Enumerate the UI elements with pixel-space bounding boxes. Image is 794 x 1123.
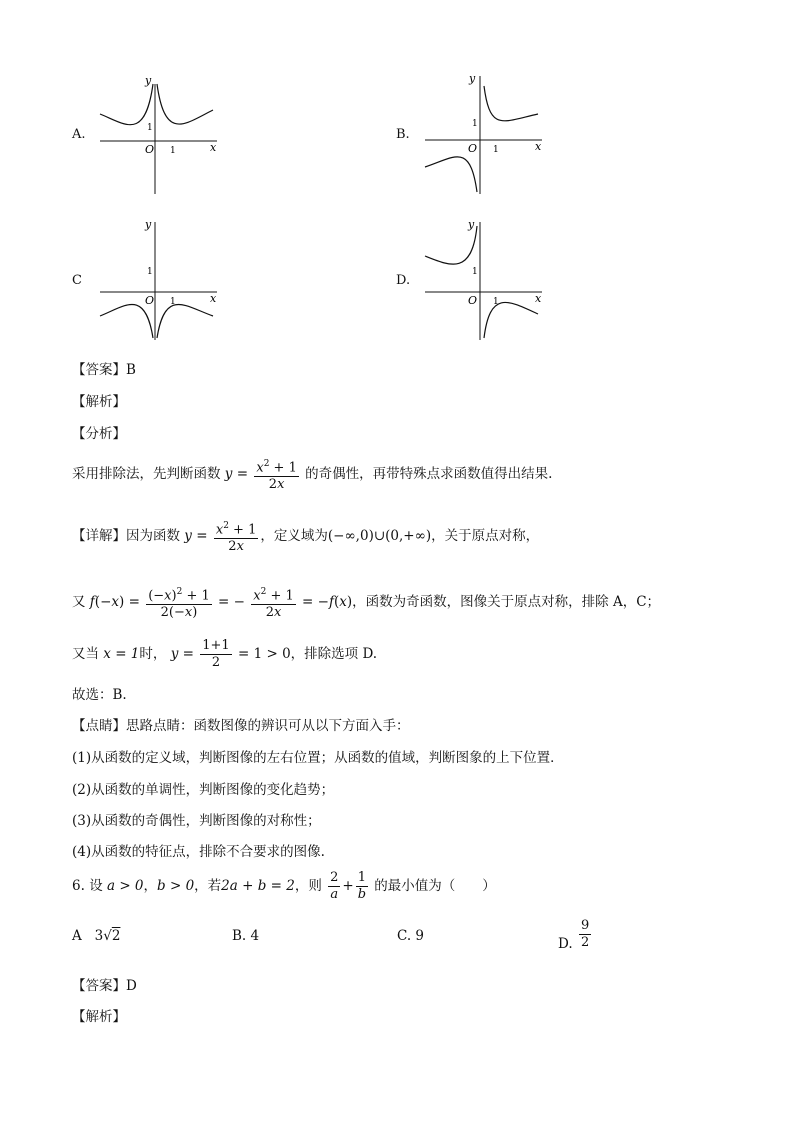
detail-text: 又当 — [72, 646, 99, 662]
special-point-line: 又当 x = 1时， y = $\frac{1+1}{2}$ = 1 > 0，排除选项 D. — [72, 638, 378, 670]
option-c-label: C — [72, 273, 82, 288]
jiexi-heading: 【解析】 — [72, 394, 126, 410]
x-unit-label: 1 — [170, 297, 176, 307]
analysis-text: 采用排除法，先判断函数 — [72, 466, 221, 483]
y-unit-label: 1 — [472, 267, 478, 277]
analysis-line: 采用排除法，先判断函数 y = $\frac{x^2 + 1}{2x}$ 的奇偶性，再带特殊点求函数值得出结果. — [72, 456, 552, 493]
fraction: $\frac{2}{a}$ — [330, 870, 339, 902]
fenxi-heading: 【分析】 — [72, 426, 126, 442]
q6-answer-line — [72, 974, 137, 994]
option-b: B. 4 — [232, 928, 260, 944]
tips-tag: 【点睛】 — [72, 718, 126, 734]
fraction: $\frac{1+1}{2}$ — [202, 638, 230, 670]
graph-a — [95, 72, 225, 197]
detail-text: ，排除选项 D. — [290, 646, 378, 662]
answer-value: B — [126, 362, 136, 378]
condition: x = 1 — [103, 646, 140, 662]
option-d-label: D. — [396, 273, 411, 288]
origin-label: O — [468, 142, 478, 155]
x-axis-label: x — [210, 292, 217, 305]
question-6: 6. 设 a > 0，b > 0，若2a + b = 2，则 $\frac{2}{a}$ + $\frac{1}{b}$ 的最小值为（ ） — [72, 870, 496, 902]
fraction: $\frac{(-x)^2 + 1}{2(-x)}$ — [146, 584, 212, 621]
option-a: A 3√2 — [72, 928, 121, 944]
result: = 1 > 0 — [237, 646, 291, 662]
question-text: 设 — [89, 878, 103, 894]
x-unit-label: 1 — [493, 297, 499, 307]
y-unit-label: 1 — [147, 267, 153, 277]
detail-text: ，定义域为 — [260, 528, 328, 545]
tips-heading — [72, 714, 410, 734]
question-text: ，则 — [294, 878, 322, 894]
question-text: ， — [143, 878, 158, 894]
detail-text: ，函数为奇函数，图像关于原点对称，排除 A，C； — [352, 594, 661, 611]
detail-text: 时， — [139, 646, 167, 662]
option-d — [558, 918, 593, 961]
detail-text: ，关于原点对称， — [431, 528, 540, 545]
origin-label: O — [468, 294, 478, 307]
choose-line: 故选：B. — [72, 687, 127, 703]
q6-jiexi-heading: 【解析】 — [72, 1009, 126, 1025]
y-unit-label: 1 — [472, 119, 478, 129]
answer-line — [72, 358, 136, 378]
fraction: $\frac{x^2 + 1}{2x}$ — [214, 518, 259, 555]
y-axis-label: y — [468, 218, 475, 231]
fraction: $\frac{x^2 + 1}{2x}$ — [251, 584, 296, 621]
domain-expression: (−∞,0)∪(0,+∞) — [327, 528, 432, 545]
x-axis-label: x — [535, 292, 542, 305]
origin-label: O — [145, 143, 155, 156]
origin-label: O — [145, 294, 155, 307]
graph-d — [420, 218, 550, 343]
graph-b — [420, 72, 550, 197]
option-a-label: A — [72, 928, 82, 944]
detail-text: 因为函数 — [126, 528, 180, 545]
x-axis-label: x — [210, 141, 217, 154]
option-d-label: D. — [558, 936, 573, 952]
odd-proof-line: 又 f(−x) = $\frac{(-x)^2 + 1}{2(-x)}$ = − $\frac{x^2 + 1}{2x}$ = −f(x)，函数为奇函数，图像关于原点对称，排除 A，C； — [72, 584, 660, 621]
question-number: 6. — [72, 878, 85, 894]
option-b-label: B. — [396, 127, 410, 142]
tip-item: (4)从函数的特征点，排除不合要求的图像. — [72, 844, 325, 860]
answer-value: D — [126, 978, 137, 994]
detail-tag: 【详解】 — [72, 528, 126, 545]
y-axis-label: y — [145, 218, 152, 231]
graph-c — [95, 218, 225, 343]
fraction: $\frac{x^2 + 1}{2x}$ — [254, 456, 299, 493]
detail-line: 【详解】因为函数 y = $\frac{x^2 + 1}{2x}$ ，定义域为(−∞,0)∪(0,+∞)，关于原点对称， — [72, 518, 539, 555]
condition: 2a + b = 2 — [221, 878, 295, 894]
x-axis-label: x — [535, 140, 542, 153]
y-axis-label: y — [145, 74, 152, 87]
fraction: $\frac{1}{b}$ — [357, 870, 367, 902]
condition: b > 0 — [157, 878, 195, 894]
x-unit-label: 1 — [493, 145, 499, 155]
tip-item: (2)从函数的单调性，判断图像的变化趋势； — [72, 782, 335, 798]
y-axis-label: y — [469, 72, 476, 85]
answer-tag: 【答案】 — [72, 362, 126, 378]
option-a-label: A. — [72, 127, 86, 142]
tips-title: 思路点睛：函数图像的辨识可从以下方面入手： — [126, 718, 410, 734]
question-text: ，若 — [194, 878, 222, 894]
analysis-text: 的奇偶性，再带特殊点求函数值得出结果. — [305, 466, 553, 483]
tip-item: (3)从函数的奇偶性，判断图像的对称性； — [72, 813, 321, 829]
answer-tag: 【答案】 — [72, 978, 126, 994]
detail-text: 又 — [72, 594, 86, 611]
question-text: 的最小值为（ ） — [374, 878, 496, 894]
fraction: $\frac{9}{2}$ — [580, 918, 590, 950]
condition: a > 0 — [106, 878, 144, 894]
option-c: C. 9 — [397, 928, 425, 944]
y-unit-label: 1 — [147, 123, 153, 133]
tip-item: (1)从函数的定义域，判断图像的左右位置；从函数的值域，判断图象的上下位置． — [72, 750, 564, 766]
x-unit-label: 1 — [170, 146, 176, 156]
